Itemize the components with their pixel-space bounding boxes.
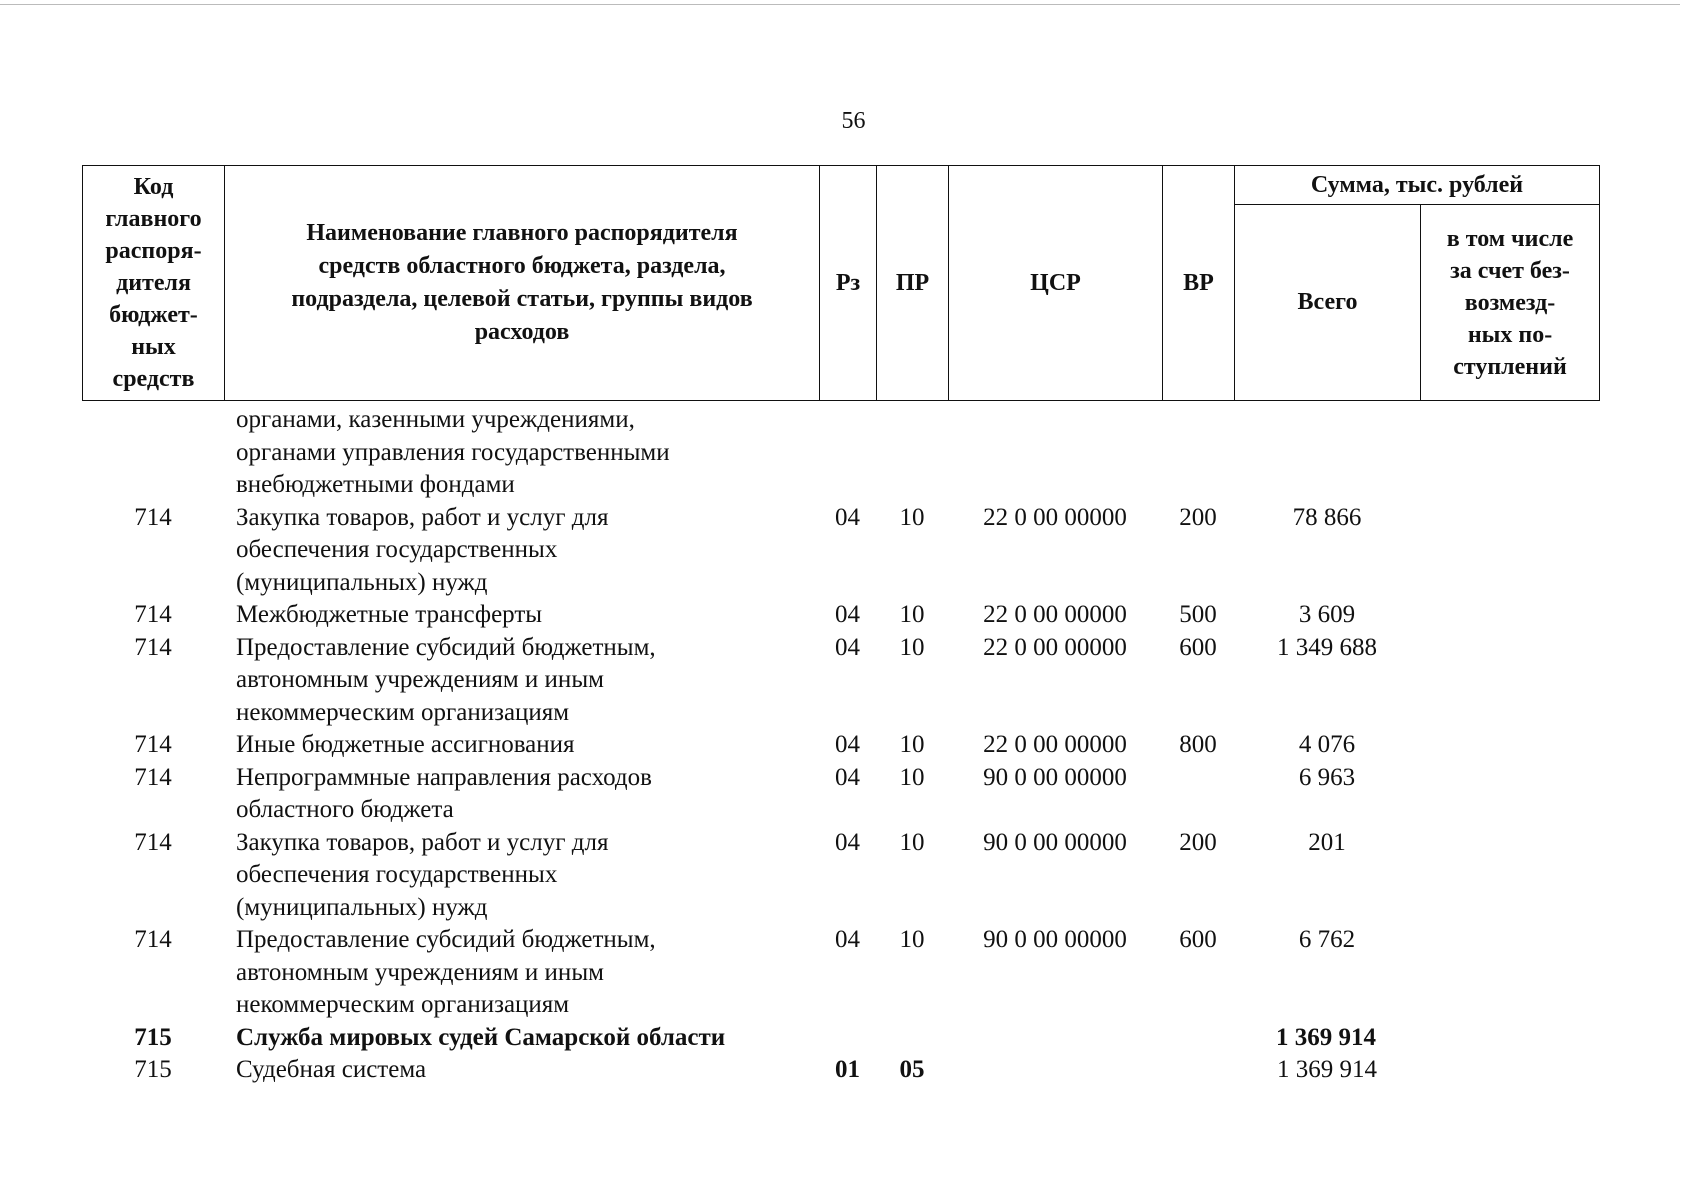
cell-rz: 04 [835,926,860,953]
cell-code: 714 [134,763,172,791]
cell-pr: 10 [899,601,925,628]
cell-code: 715 [134,1023,172,1051]
cell-pr: 10 [899,828,925,856]
header-gratuitous: в том числе за счет без- возмезд- ных по- ступлений [1421,205,1600,401]
cell-rz: 04 [835,731,860,758]
cell-total [1234,404,1420,502]
cell-gratuitous [1420,1054,1599,1087]
cell-pr: 05 [899,1056,925,1083]
cell-gratuitous [1420,827,1599,925]
cell-vr [1162,404,1234,502]
cell-csr [948,1054,1162,1087]
cell-vr [1162,1054,1234,1087]
table-row-section [82,1022,1599,1055]
cell-rz [819,404,876,502]
cell-pr: 10 [899,633,925,661]
cell-name: Иные бюджетные ассигнования [236,731,575,758]
cell-gratuitous [1420,404,1599,502]
cell-code [82,404,224,502]
cell-vr: 200 [1179,828,1217,856]
cell-name: Межбюджетные трансферты [236,601,543,628]
table-row [82,632,1599,730]
header-csr: ЦСР [949,166,1163,401]
cell-vr: 200 [1179,503,1217,531]
cell-gratuitous [1420,924,1599,1022]
table-header [82,165,1600,401]
cell-vr: 800 [1179,731,1217,758]
cell-gratuitous [1420,762,1599,827]
cell-code: 714 [134,828,172,856]
cell-name: Предоставление субсидий бюджетным, автономным учреждениям и иным некоммерческим организациям [236,926,656,1018]
cell-total: 1 369 914 [1276,1023,1376,1051]
cell-gratuitous [1420,599,1599,632]
cell-vr: 600 [1179,926,1217,953]
header-code: Код главного распоря- дителя бюджет- ных средств [83,166,225,401]
table-row [82,762,1599,827]
table-row [82,599,1599,632]
table-row [82,502,1599,600]
cell-total: 78 866 [1292,503,1362,531]
cell-total: 6 963 [1298,763,1356,791]
cell-gratuitous [1420,729,1599,762]
cell-gratuitous [1420,632,1599,730]
cell-total: 4 076 [1298,731,1356,758]
cell-csr: 90 0 00 00000 [983,828,1127,856]
cell-rz: 04 [835,763,860,791]
cell-csr [948,404,1162,502]
cell-name: Служба мировых судей Самарской области [236,1023,726,1051]
table-body [82,404,1599,1087]
cell-code: 714 [134,503,172,531]
table-row [82,404,1599,502]
cell-csr: 22 0 00 00000 [983,601,1127,628]
cell-name: Судебная система [236,1056,427,1083]
cell-gratuitous [1419,1022,1598,1055]
header-pr: ПР [877,166,949,401]
cell-code: 714 [134,731,172,758]
cell-csr: 22 0 00 00000 [983,731,1127,758]
table-row [82,827,1599,925]
cell-vr: 500 [1179,601,1217,628]
cell-total: 1 369 914 [1277,1056,1377,1083]
cell-pr: 10 [899,503,925,531]
cell-pr: 10 [899,731,925,758]
cell-csr: 22 0 00 00000 [983,503,1127,531]
cell-total: 1 349 688 [1277,633,1377,661]
header-sum: Сумма, тыс. рублей [1235,166,1600,205]
cell-code: 714 [134,633,172,661]
table-row [82,729,1599,762]
cell-code: 714 [134,926,172,953]
cell-vr [1162,762,1234,827]
cell-rz: 04 [835,828,860,856]
cell-pr: 10 [899,926,925,953]
cell-name: Непрограммные направления расходов областного бюджета [236,763,652,823]
cell-total: 3 609 [1298,601,1356,628]
cell-pr: 10 [899,763,925,791]
cell-name: Закупка товаров, работ и услуг для обеспечения государственных (муниципальных) нужд [236,503,609,596]
cell-pr [876,404,948,502]
cell-name: Закупка товаров, работ и услуг для обеспечения государственных (муниципальных) нужд [236,828,609,921]
cell-name: Предоставление субсидий бюджетным, автономным учреждениям и иным некоммерческим организациям [236,633,656,726]
cell-total: 6 762 [1298,926,1356,953]
cell-rz: 01 [835,1056,860,1083]
cell-total: 201 [1308,828,1346,856]
table-row [82,924,1599,1022]
cell-rz: 04 [835,601,860,628]
header-total: Всего [1235,205,1421,401]
table-row [82,1054,1599,1087]
top-rule [0,4,1680,5]
cell-code: 714 [134,601,172,628]
cell-rz: 04 [835,633,860,661]
cell-csr: 90 0 00 00000 [983,763,1127,791]
header-name: Наименование главного распорядителя средств областного бюджета, раздела, подраздела, целевой статьи, группы видов расходов [225,166,820,401]
cell-code: 715 [134,1056,172,1083]
cell-gratuitous [1420,502,1599,600]
cell-csr: 22 0 00 00000 [983,633,1127,661]
header-rz: Рз [820,166,877,401]
cell-rz: 04 [835,503,860,531]
cell-vr: 600 [1179,633,1217,661]
cell-name: органами, казенными учреждениями, органами управления государственными внебюджетными фондами [236,406,670,498]
header-vr: ВР [1163,166,1235,401]
cell-csr: 90 0 00 00000 [983,926,1127,953]
page-number: 56 [841,108,866,134]
